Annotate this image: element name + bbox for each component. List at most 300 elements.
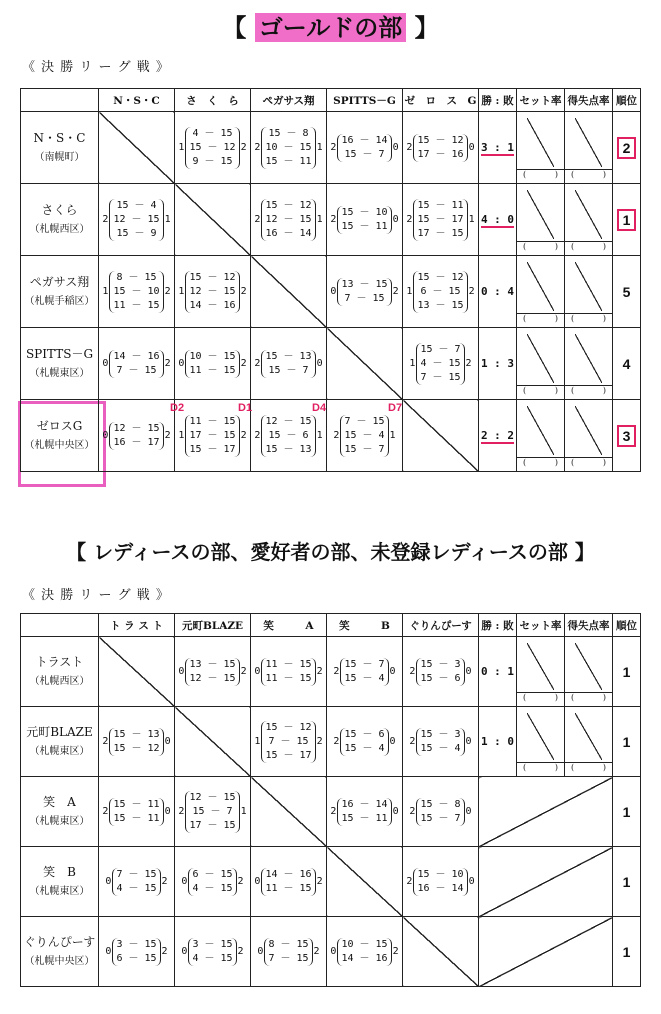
set-score: 15 － 10 bbox=[417, 868, 464, 880]
match-cell bbox=[251, 112, 327, 184]
paren-close: ) bbox=[602, 170, 606, 179]
sets-won: 0 bbox=[178, 666, 185, 677]
match-cell bbox=[251, 707, 327, 777]
rank-cell bbox=[613, 777, 641, 847]
point-rate bbox=[565, 400, 613, 472]
header-corner bbox=[21, 89, 99, 112]
slash-line bbox=[575, 406, 602, 455]
paren-open: ( bbox=[571, 170, 575, 179]
team-cell bbox=[21, 777, 99, 847]
set-score: 13 － 15 bbox=[189, 658, 236, 670]
match-cell bbox=[251, 184, 327, 256]
column-header: 笑 A bbox=[251, 614, 327, 637]
match-cell bbox=[99, 184, 175, 256]
paren-close: ) bbox=[554, 458, 558, 467]
team-name: 笑 A bbox=[43, 794, 76, 809]
sets-lost: 2 bbox=[161, 876, 168, 887]
team-row bbox=[21, 400, 641, 472]
rank-value: 5 bbox=[622, 283, 631, 300]
set-score: 16 － 14 bbox=[265, 227, 312, 239]
set-score: 15 － 4 bbox=[344, 672, 385, 684]
sets-lost: 1 bbox=[316, 430, 323, 441]
match-score bbox=[251, 415, 326, 457]
sets-lost: 1 bbox=[164, 214, 171, 225]
set-score: 15 － 4 bbox=[344, 429, 385, 441]
set-score: 15 － 10 bbox=[341, 206, 388, 218]
set-score: 15 － 12 bbox=[265, 721, 312, 733]
column-header: 順位 bbox=[613, 89, 641, 112]
set-score: 15 － 12 bbox=[189, 271, 236, 283]
sets-won: 1 bbox=[254, 736, 261, 747]
column-header: さ く ら bbox=[175, 89, 251, 112]
paren-open: ( bbox=[571, 314, 575, 323]
match-score bbox=[403, 271, 478, 313]
slash-line bbox=[575, 334, 602, 383]
set-scores bbox=[109, 271, 163, 313]
set-scores bbox=[413, 271, 467, 313]
sets-won: 1 bbox=[102, 286, 109, 297]
set-score: 15 － 11 bbox=[265, 155, 312, 167]
team-row bbox=[21, 847, 641, 917]
sets-lost: 2 bbox=[240, 358, 247, 369]
set-score: 15 － 7 bbox=[268, 364, 309, 376]
slash-line bbox=[575, 643, 602, 690]
column-header: 得失点率 bbox=[565, 614, 613, 637]
set-score: 7 － 15 bbox=[344, 292, 385, 304]
sets-won: 2 bbox=[330, 214, 337, 225]
paren-box bbox=[517, 692, 564, 706]
set-scores bbox=[416, 658, 464, 686]
set-score: 17 － 15 bbox=[189, 819, 236, 831]
sets-won: 1 bbox=[409, 358, 416, 369]
match-cell bbox=[251, 637, 327, 707]
paren-open: ( bbox=[571, 242, 575, 251]
set-scores bbox=[261, 127, 315, 169]
match-score bbox=[251, 721, 326, 763]
set-score: 17 － 15 bbox=[417, 227, 464, 239]
set-scores bbox=[337, 278, 391, 306]
set-score: 15 － 7 bbox=[344, 443, 385, 455]
column-header: ト ラ ス ト bbox=[99, 614, 175, 637]
red-mark-d2: D2 bbox=[170, 402, 185, 414]
set-scores bbox=[340, 415, 388, 457]
team-name: トラスト bbox=[35, 654, 84, 669]
sets-lost: 2 bbox=[316, 876, 323, 887]
set-score: 7 － 15 bbox=[268, 952, 309, 964]
match-score bbox=[403, 199, 478, 241]
column-header: 勝 : 敗 bbox=[479, 614, 517, 637]
sets-lost: 0 bbox=[392, 214, 399, 225]
blank-stats bbox=[479, 847, 613, 917]
paren-box bbox=[517, 313, 564, 327]
rank-value: 1 bbox=[617, 209, 637, 231]
rank-cell bbox=[613, 112, 641, 184]
set-scores bbox=[416, 343, 464, 385]
gold-title-text: ゴールドの部 bbox=[255, 13, 407, 42]
team-cell bbox=[21, 184, 99, 256]
set-score: 13 － 15 bbox=[417, 299, 464, 311]
match-score bbox=[175, 127, 250, 169]
set-score: 15 － 4 bbox=[344, 742, 385, 754]
set-score: 15 － 6 bbox=[344, 728, 385, 740]
team-name: ぐりんぴーす bbox=[23, 934, 96, 949]
set-score: 12 － 15 bbox=[265, 213, 312, 225]
match-score bbox=[175, 271, 250, 313]
match-cell bbox=[99, 707, 175, 777]
sets-won: 2 bbox=[330, 806, 337, 817]
sets-won: 0 bbox=[330, 286, 337, 297]
match-score bbox=[175, 791, 250, 833]
team-district: （札幌東区） bbox=[29, 815, 90, 827]
sets-won: 0 bbox=[181, 946, 188, 957]
column-header: N・S・C bbox=[99, 89, 175, 112]
match-cell bbox=[327, 184, 403, 256]
self-match-cell bbox=[403, 917, 479, 987]
match-cell bbox=[327, 707, 403, 777]
set-scores bbox=[416, 798, 464, 826]
team-name: ゼロスG bbox=[36, 418, 83, 433]
point-rate bbox=[565, 184, 613, 256]
point-rate bbox=[565, 256, 613, 328]
column-header: SPITTS－G bbox=[327, 89, 403, 112]
sets-lost: 0 bbox=[468, 142, 475, 153]
set-score: 15 － 11 bbox=[113, 812, 160, 824]
set-score: 7 － 15 bbox=[268, 735, 309, 747]
column-header: 勝 : 敗 bbox=[479, 89, 517, 112]
sets-won: 2 bbox=[102, 736, 109, 747]
set-scores bbox=[413, 868, 467, 896]
blank-stats bbox=[479, 777, 613, 847]
set-score: 12 － 15 bbox=[189, 791, 236, 803]
ladies-league-table bbox=[20, 613, 641, 987]
paren-open: ( bbox=[523, 386, 527, 395]
sets-won: 2 bbox=[178, 806, 185, 817]
set-score: 15 － 17 bbox=[417, 213, 464, 225]
paren-box bbox=[565, 457, 612, 471]
match-score bbox=[327, 278, 402, 306]
match-cell bbox=[175, 777, 251, 847]
match-score bbox=[251, 938, 326, 966]
slash-line bbox=[575, 262, 602, 311]
match-cell bbox=[99, 328, 175, 400]
set-scores bbox=[261, 868, 315, 896]
match-score bbox=[327, 728, 402, 756]
self-match-cell bbox=[99, 637, 175, 707]
sets-won: 2 bbox=[406, 142, 413, 153]
match-cell bbox=[99, 847, 175, 917]
set-score: 4 － 15 bbox=[192, 882, 233, 894]
sets-won: 2 bbox=[330, 142, 337, 153]
set-scores bbox=[337, 798, 391, 826]
set-score: 15 － 7 bbox=[344, 148, 385, 160]
rank-cell bbox=[613, 328, 641, 400]
sets-won: 0 bbox=[181, 876, 188, 887]
paren-open: ( bbox=[523, 763, 527, 772]
set-scores bbox=[185, 658, 239, 686]
match-cell bbox=[251, 328, 327, 400]
match-score bbox=[175, 350, 250, 378]
win-loss bbox=[479, 256, 517, 328]
column-header: 得失点率 bbox=[565, 89, 613, 112]
win-loss bbox=[479, 112, 517, 184]
team-cell bbox=[21, 917, 99, 987]
red-mark-d1: D1 bbox=[238, 402, 253, 414]
paren-open: ( bbox=[523, 693, 527, 702]
set-scores bbox=[188, 868, 236, 896]
team-cell bbox=[21, 328, 99, 400]
set-scores bbox=[337, 206, 391, 234]
set-score: 4 － 15 bbox=[420, 357, 461, 369]
match-cell bbox=[403, 256, 479, 328]
self-match-cell bbox=[327, 847, 403, 917]
match-cell bbox=[175, 637, 251, 707]
sets-won: 1 bbox=[178, 430, 185, 441]
self-match-cell bbox=[327, 328, 403, 400]
sets-won: 0 bbox=[102, 430, 109, 441]
set-scores bbox=[109, 350, 163, 378]
column-header: ぐりんぴーす bbox=[403, 614, 479, 637]
sets-lost: 2 bbox=[313, 946, 320, 957]
match-score bbox=[99, 938, 174, 966]
set-score: 15 － 11 bbox=[113, 798, 160, 810]
set-score: 15 － 3 bbox=[420, 728, 461, 740]
paren-close: ) bbox=[602, 458, 606, 467]
set-score: 17 － 15 bbox=[189, 429, 236, 441]
team-district: （札幌西区） bbox=[29, 675, 90, 687]
set-score: 14 － 16 bbox=[113, 350, 160, 362]
set-rate bbox=[517, 707, 565, 777]
sets-lost: 0 bbox=[392, 806, 399, 817]
set-score: 3 － 15 bbox=[192, 938, 233, 950]
set-score: 15 － 17 bbox=[189, 443, 236, 455]
match-score bbox=[327, 798, 402, 826]
set-score: 17 － 16 bbox=[417, 148, 464, 160]
team-name: 笑 B bbox=[43, 864, 76, 879]
set-score: 15 － 12 bbox=[417, 134, 464, 146]
slash-line bbox=[527, 406, 554, 455]
sets-won: 2 bbox=[254, 214, 261, 225]
win-loss bbox=[479, 637, 517, 707]
match-score bbox=[99, 798, 174, 826]
match-score bbox=[403, 868, 478, 896]
ladies-section-title: 【 レディースの部、愛好者の部、未登録レディースの部 】 bbox=[66, 540, 595, 564]
set-score: 15 － 12 bbox=[265, 199, 312, 211]
team-row bbox=[21, 777, 641, 847]
match-score bbox=[251, 658, 326, 686]
match-score bbox=[251, 127, 326, 169]
set-scores bbox=[261, 658, 315, 686]
match-score bbox=[99, 422, 174, 450]
sets-lost: 2 bbox=[237, 876, 244, 887]
set-scores bbox=[261, 199, 315, 241]
sets-lost: 0 bbox=[389, 666, 396, 677]
set-scores bbox=[340, 728, 388, 756]
set-scores bbox=[185, 415, 239, 457]
paren-box bbox=[517, 169, 564, 183]
match-score bbox=[403, 728, 478, 756]
rank-cell bbox=[613, 707, 641, 777]
set-score: 3 － 15 bbox=[116, 938, 157, 950]
set-score: 15 － 7 bbox=[420, 812, 461, 824]
self-match-cell bbox=[99, 112, 175, 184]
sets-lost: 0 bbox=[465, 666, 472, 677]
team-row bbox=[21, 917, 641, 987]
sets-lost: 2 bbox=[316, 666, 323, 677]
paren-close: ) bbox=[554, 314, 558, 323]
paren-open: ( bbox=[571, 693, 575, 702]
team-name: SPITTS－G bbox=[25, 346, 94, 361]
sets-won: 2 bbox=[406, 214, 413, 225]
rank-cell bbox=[613, 917, 641, 987]
sets-won: 0 bbox=[105, 946, 112, 957]
set-score: 12 － 15 bbox=[189, 285, 236, 297]
set-rate bbox=[517, 256, 565, 328]
match-score bbox=[251, 199, 326, 241]
set-scores bbox=[416, 728, 464, 756]
paren-open: ( bbox=[571, 458, 575, 467]
point-rate bbox=[565, 637, 613, 707]
set-scores bbox=[109, 422, 163, 450]
set-score: 11 － 15 bbox=[265, 658, 312, 670]
set-score: 16 － 17 bbox=[113, 436, 160, 448]
paren-box bbox=[565, 385, 612, 399]
set-score: 14 － 16 bbox=[189, 299, 236, 311]
rank-value: 3 bbox=[617, 425, 637, 447]
paren-box bbox=[517, 762, 564, 776]
set-score: 4 － 15 bbox=[192, 127, 233, 139]
paren-close: ) bbox=[602, 242, 606, 251]
match-cell bbox=[175, 917, 251, 987]
paren-box bbox=[565, 762, 612, 776]
slash-line bbox=[527, 118, 554, 167]
set-score: 15 － 13 bbox=[113, 728, 160, 740]
match-cell bbox=[327, 637, 403, 707]
match-score bbox=[403, 343, 478, 385]
set-score: 11 － 15 bbox=[189, 415, 236, 427]
match-score bbox=[175, 868, 250, 896]
set-scores bbox=[109, 728, 163, 756]
gold-subtitle: 《 決 勝 リ ー グ 戦 》 bbox=[22, 60, 170, 75]
set-score: 15 － 7 bbox=[344, 658, 385, 670]
set-scores bbox=[185, 127, 239, 169]
match-score bbox=[99, 728, 174, 756]
sets-lost: 0 bbox=[164, 806, 171, 817]
team-district: （札幌中央区） bbox=[24, 955, 95, 967]
team-row bbox=[21, 112, 641, 184]
team-cell bbox=[21, 847, 99, 917]
set-scores bbox=[109, 199, 163, 241]
slash-line bbox=[527, 713, 554, 760]
match-score bbox=[327, 938, 402, 966]
point-rate bbox=[565, 328, 613, 400]
set-score: 10 － 15 bbox=[341, 938, 388, 950]
rank-value: 2 bbox=[617, 137, 637, 159]
set-score: 15 － 4 bbox=[116, 199, 157, 211]
team-name: 元町BLAZE bbox=[26, 724, 93, 739]
set-score: 9 － 15 bbox=[192, 155, 233, 167]
set-score: 14 － 16 bbox=[341, 952, 388, 964]
sets-lost: 2 bbox=[240, 142, 247, 153]
sets-won: 2 bbox=[409, 736, 416, 747]
win-loss-text: 0 : 1 bbox=[480, 665, 515, 678]
paren-close: ) bbox=[554, 170, 558, 179]
sets-won: 0 bbox=[178, 358, 185, 369]
slash-line bbox=[527, 190, 554, 239]
match-cell bbox=[251, 917, 327, 987]
paren-close: ) bbox=[554, 386, 558, 395]
set-score: 8 － 15 bbox=[116, 271, 157, 283]
paren-box bbox=[565, 241, 612, 255]
self-match-cell bbox=[175, 707, 251, 777]
rank-cell bbox=[613, 400, 641, 472]
set-score: 10 － 15 bbox=[189, 350, 236, 362]
match-cell bbox=[403, 112, 479, 184]
match-cell bbox=[403, 777, 479, 847]
point-rate bbox=[565, 707, 613, 777]
match-cell bbox=[99, 256, 175, 328]
match-score bbox=[175, 938, 250, 966]
sets-won: 0 bbox=[254, 666, 261, 677]
paren-box bbox=[565, 313, 612, 327]
paren-box bbox=[517, 241, 564, 255]
match-cell bbox=[99, 400, 175, 472]
paren-box bbox=[565, 692, 612, 706]
set-scores bbox=[112, 868, 160, 896]
set-scores bbox=[413, 134, 467, 162]
sets-won: 1 bbox=[406, 286, 413, 297]
team-row bbox=[21, 637, 641, 707]
set-score: 6 － 15 bbox=[420, 285, 461, 297]
slash-line bbox=[575, 713, 602, 760]
match-score bbox=[251, 868, 326, 896]
set-score: 16 － 14 bbox=[341, 134, 388, 146]
paren-close: ) bbox=[602, 693, 606, 702]
team-district: （南幌町） bbox=[34, 151, 85, 163]
set-scores bbox=[261, 415, 315, 457]
set-rate bbox=[517, 328, 565, 400]
set-score: 11 － 15 bbox=[189, 364, 236, 376]
team-cell bbox=[21, 637, 99, 707]
sets-lost: 1 bbox=[240, 806, 247, 817]
match-cell bbox=[175, 847, 251, 917]
paren-open: ( bbox=[523, 170, 527, 179]
team-row bbox=[21, 256, 641, 328]
match-cell bbox=[403, 184, 479, 256]
paren-open: ( bbox=[523, 458, 527, 467]
sets-lost: 0 bbox=[465, 736, 472, 747]
win-loss-text: 0 : 4 bbox=[480, 285, 515, 298]
sets-lost: 2 bbox=[164, 430, 171, 441]
match-score bbox=[327, 415, 402, 457]
set-score: 7 － 15 bbox=[344, 415, 385, 427]
win-loss-text: 1 : 0 bbox=[480, 735, 515, 748]
set-score: 15 － 10 bbox=[113, 285, 160, 297]
match-score bbox=[403, 658, 478, 686]
set-score: 15 － 17 bbox=[265, 749, 312, 761]
self-match-cell bbox=[251, 256, 327, 328]
rank-value: 1 bbox=[622, 663, 631, 680]
rank-value: 1 bbox=[622, 803, 631, 820]
match-cell bbox=[403, 707, 479, 777]
sets-won: 2 bbox=[254, 142, 261, 153]
match-score bbox=[251, 350, 326, 378]
paren-box bbox=[565, 169, 612, 183]
rank-value: 4 bbox=[622, 355, 631, 372]
set-score: 15 － 11 bbox=[341, 220, 388, 232]
blank-stats bbox=[479, 917, 613, 987]
team-district: （札幌手稲区） bbox=[24, 295, 95, 307]
team-cell bbox=[21, 112, 99, 184]
